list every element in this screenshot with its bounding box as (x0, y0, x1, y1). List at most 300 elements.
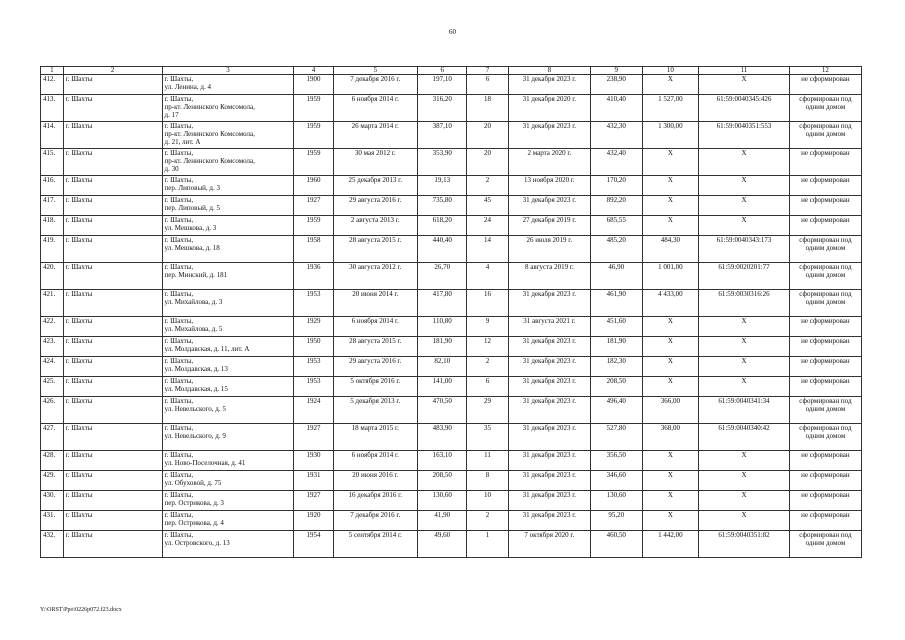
cadastral-number-cell: 61:59:0030316:26 (699, 290, 790, 317)
area-cell: 208,50 (418, 471, 467, 491)
col9-cell: 181,90 (591, 337, 643, 357)
count-cell: 29 (467, 397, 508, 424)
row-number: 417. (41, 196, 64, 216)
year-cell: 1960 (294, 176, 333, 196)
cadastral-number-cell: 61:59:0040345:426 (699, 95, 790, 122)
deadline-date-cell: 31 декабря 2023 г. (508, 290, 590, 317)
city-cell: г. Шахты (63, 122, 162, 149)
row-number: 418. (41, 216, 64, 236)
count-cell: 20 (467, 149, 508, 176)
col9-cell: 238,90 (591, 75, 643, 95)
year-cell: 1953 (294, 357, 333, 377)
address-cell (162, 216, 294, 236)
cadastral-number-cell: Х (699, 149, 790, 176)
row-number: 422. (41, 317, 64, 337)
address-line: пер. Острикова, д. 4 (164, 519, 224, 527)
deadline-date-cell: 31 августа 2021 г. (508, 317, 590, 337)
table-row (41, 176, 862, 196)
survey-date-cell: 7 декабря 2016 г. (333, 511, 417, 531)
count-cell: 18 (467, 95, 508, 122)
col9-cell: 95,20 (591, 511, 643, 531)
area-cell: 353,90 (418, 149, 467, 176)
cadastral-number-cell: 61:59:0040343:173 (699, 236, 790, 263)
area-cell: 141,00 (418, 377, 467, 397)
survey-date-cell: 30 мая 2012 г. (333, 149, 417, 176)
cadastral-number-cell: Х (699, 377, 790, 397)
table-row (41, 216, 862, 236)
survey-date-cell: 5 декабря 2013 г. (333, 397, 417, 424)
land-area-cell: 4 433,00 (642, 290, 699, 317)
survey-date-cell: 6 ноября 2014 г. (333, 95, 417, 122)
address-cell (162, 424, 294, 451)
cadastral-number-cell: Х (699, 216, 790, 236)
survey-date-cell: 6 ноября 2014 г. (333, 451, 417, 471)
address-cell (162, 531, 294, 558)
page-number: 60 (449, 28, 456, 36)
year-cell: 1927 (294, 196, 333, 216)
area-cell: 735,80 (418, 196, 467, 216)
column-header: 3 (162, 67, 294, 75)
land-area-cell: Х (642, 451, 699, 471)
deadline-date-cell: 31 декабря 2023 г. (508, 511, 590, 531)
land-area-cell: Х (642, 377, 699, 397)
col9-cell: 356,50 (591, 451, 643, 471)
table-row (41, 95, 862, 122)
area-cell: 483,90 (418, 424, 467, 451)
area-cell: 417,80 (418, 290, 467, 317)
land-status-cell: не сформирован (789, 216, 861, 236)
land-status-cell: не сформирован (789, 491, 861, 511)
col9-cell: 432,40 (591, 149, 643, 176)
year-cell: 1936 (294, 263, 333, 290)
year-cell: 1920 (294, 511, 333, 531)
city-cell: г. Шахты (63, 75, 162, 95)
row-number: 415. (41, 149, 64, 176)
count-cell: 11 (467, 451, 508, 471)
survey-date-cell: 20 июня 2016 г. (333, 471, 417, 491)
city-cell: г. Шахты (63, 290, 162, 317)
col9-cell: 485,20 (591, 236, 643, 263)
count-cell: 12 (467, 337, 508, 357)
table-row (41, 451, 862, 471)
city-cell: г. Шахты (63, 317, 162, 337)
year-cell: 1959 (294, 95, 333, 122)
cadastral-number-cell: Х (699, 317, 790, 337)
table-row (41, 377, 862, 397)
address-cell (162, 122, 294, 149)
year-cell: 1958 (294, 236, 333, 263)
land-status-cell: сформирован под одним домом (789, 424, 861, 451)
year-cell: 1959 (294, 216, 333, 236)
table-row (41, 424, 862, 451)
survey-date-cell: 16 декабря 2016 г. (333, 491, 417, 511)
address-line: д. 21, лит. А (164, 138, 201, 146)
survey-date-cell: 30 августа 2012 г. (333, 263, 417, 290)
deadline-date-cell: 2 марта 2020 г. (508, 149, 590, 176)
address-line: пр-кт. Ленинского Комсомола, (164, 157, 255, 165)
address-line: г. Шахты, (164, 471, 194, 479)
table-row (41, 397, 862, 424)
land-status-cell: не сформирован (789, 357, 861, 377)
address-line: г. Шахты, (164, 290, 194, 298)
cadastral-number-cell: Х (699, 196, 790, 216)
area-cell: 316,20 (418, 95, 467, 122)
year-cell: 1924 (294, 397, 333, 424)
address-line: пер. Липовый, д. 5 (164, 204, 220, 212)
column-header: 2 (63, 67, 162, 75)
city-cell: г. Шахты (63, 377, 162, 397)
row-number: 421. (41, 290, 64, 317)
row-number: 420. (41, 263, 64, 290)
survey-date-cell: 7 декабря 2016 г. (333, 75, 417, 95)
land-status-cell: сформирован под одним домом (789, 236, 861, 263)
count-cell: 9 (467, 317, 508, 337)
address-cell (162, 236, 294, 263)
count-cell: 35 (467, 424, 508, 451)
land-area-cell: 484,30 (642, 236, 699, 263)
land-area-cell: Х (642, 511, 699, 531)
count-cell: 16 (467, 290, 508, 317)
land-area-cell: Х (642, 75, 699, 95)
survey-date-cell: 5 октября 2016 г. (333, 377, 417, 397)
land-status-cell: сформирован под одним домом (789, 397, 861, 424)
address-line: пер. Липовый, д. 3 (164, 184, 220, 192)
city-cell: г. Шахты (63, 337, 162, 357)
year-cell: 1959 (294, 122, 333, 149)
address-line: г. Шахты, (164, 357, 194, 365)
col9-cell: 461,90 (591, 290, 643, 317)
row-number: 414. (41, 122, 64, 149)
row-number: 423. (41, 337, 64, 357)
address-cell (162, 397, 294, 424)
survey-date-cell: 28 августа 2015 г. (333, 236, 417, 263)
col9-cell: 527,80 (591, 424, 643, 451)
address-cell (162, 377, 294, 397)
address-line: г. Шахты, (164, 451, 194, 459)
deadline-date-cell: 31 декабря 2023 г. (508, 491, 590, 511)
address-cell (162, 511, 294, 531)
address-line: г. Шахты, (164, 176, 194, 184)
year-cell: 1954 (294, 531, 333, 558)
column-header: 9 (591, 67, 643, 75)
col9-cell: 451,60 (591, 317, 643, 337)
cadastral-number-cell: 61:59:0040351:553 (699, 122, 790, 149)
area-cell: 19,13 (418, 176, 467, 196)
survey-date-cell: 28 августа 2015 г. (333, 337, 417, 357)
address-line: пр-кт. Ленинского Комсомола, (164, 103, 255, 111)
table-row (41, 236, 862, 263)
col9-cell: 130,60 (591, 491, 643, 511)
deadline-date-cell: 31 декабря 2023 г. (508, 337, 590, 357)
city-cell: г. Шахты (63, 491, 162, 511)
count-cell: 4 (467, 263, 508, 290)
area-cell: 470,50 (418, 397, 467, 424)
col9-cell: 892,20 (591, 196, 643, 216)
column-header: 7 (467, 67, 508, 75)
address-line: г. Шахты, (164, 149, 194, 157)
city-cell: г. Шахты (63, 95, 162, 122)
table-row (41, 511, 862, 531)
address-line: д. 30 (164, 165, 179, 173)
land-status-cell: не сформирован (789, 337, 861, 357)
deadline-date-cell: 8 августа 2019 г. (508, 263, 590, 290)
land-status-cell: не сформирован (789, 75, 861, 95)
table-row (41, 491, 862, 511)
land-area-cell: 1 442,00 (642, 531, 699, 558)
deadline-date-cell: 31 декабря 2023 г. (508, 357, 590, 377)
year-cell: 1927 (294, 491, 333, 511)
address-cell (162, 149, 294, 176)
column-header: 4 (294, 67, 333, 75)
land-area-cell: 366,00 (642, 397, 699, 424)
deadline-date-cell: 31 декабря 2020 г. (508, 95, 590, 122)
address-cell (162, 263, 294, 290)
row-number: 428. (41, 451, 64, 471)
col9-cell: 170,20 (591, 176, 643, 196)
year-cell: 1959 (294, 149, 333, 176)
land-status-cell: не сформирован (789, 511, 861, 531)
area-cell: 197,10 (418, 75, 467, 95)
col9-cell: 432,30 (591, 122, 643, 149)
address-line: ул. Михайлова, д. 3 (164, 298, 223, 306)
area-cell: 181,90 (418, 337, 467, 357)
table-row (41, 149, 862, 176)
address-line: г. Шахты, (164, 397, 194, 405)
address-line: г. Шахты, (164, 122, 194, 130)
col9-cell: 496,40 (591, 397, 643, 424)
cadastral-number-cell: Х (699, 451, 790, 471)
address-line: ул. Михайлова, д. 5 (164, 325, 223, 333)
survey-date-cell: 25 декабря 2013 г. (333, 176, 417, 196)
address-line: ул. Невельского, д. 9 (164, 432, 226, 440)
address-line: ул. Мешкова, д. 18 (164, 244, 220, 252)
deadline-date-cell: 7 октября 2020 г. (508, 531, 590, 558)
area-cell: 110,80 (418, 317, 467, 337)
city-cell: г. Шахты (63, 196, 162, 216)
deadline-date-cell: 31 декабря 2023 г. (508, 397, 590, 424)
address-line: ул. Молдавская, д. 11, лит. А (164, 345, 250, 353)
col9-cell: 208,50 (591, 377, 643, 397)
table-row (41, 357, 862, 377)
address-line: г. Шахты, (164, 337, 194, 345)
year-cell: 1930 (294, 451, 333, 471)
land-area-cell: 1 001,00 (642, 263, 699, 290)
land-status-cell: сформирован под одним домом (789, 290, 861, 317)
cadastral-number-cell: Х (699, 511, 790, 531)
count-cell: 2 (467, 511, 508, 531)
table-row (41, 196, 862, 216)
address-line: ул. Мешкова, д. 3 (164, 224, 217, 232)
address-cell (162, 451, 294, 471)
column-header: 5 (333, 67, 417, 75)
address-cell (162, 471, 294, 491)
address-line: г. Шахты, (164, 377, 194, 385)
count-cell: 1 (467, 531, 508, 558)
address-line: г. Шахты, (164, 196, 194, 204)
cadastral-number-cell: 61:59:0040340:42 (699, 424, 790, 451)
city-cell: г. Шахты (63, 471, 162, 491)
table-row (41, 263, 862, 290)
address-line: г. Шахты, (164, 236, 194, 244)
table-body (41, 75, 862, 558)
year-cell: 1900 (294, 75, 333, 95)
city-cell: г. Шахты (63, 451, 162, 471)
row-number: 432. (41, 531, 64, 558)
year-cell: 1953 (294, 290, 333, 317)
address-cell (162, 337, 294, 357)
land-status-cell: не сформирован (789, 317, 861, 337)
address-line: ул. Ново-Поселочная, д. 41 (164, 459, 246, 467)
city-cell: г. Шахты (63, 511, 162, 531)
survey-date-cell: 5 сентября 2014 г. (333, 531, 417, 558)
city-cell: г. Шахты (63, 397, 162, 424)
area-cell: 440,40 (418, 236, 467, 263)
row-number: 431. (41, 511, 64, 531)
file-path-footer: Y:\ORST\Ppo\0226p072.f23.docx (40, 607, 122, 613)
address-cell (162, 290, 294, 317)
count-cell: 20 (467, 122, 508, 149)
address-line: г. Шахты, (164, 263, 194, 271)
col9-cell: 346,60 (591, 471, 643, 491)
survey-date-cell: 6 ноября 2014 г. (333, 317, 417, 337)
address-cell (162, 95, 294, 122)
deadline-date-cell: 31 декабря 2023 г. (508, 424, 590, 451)
land-area-cell: Х (642, 471, 699, 491)
land-status-cell: не сформирован (789, 471, 861, 491)
table-row (41, 122, 862, 149)
address-line: г. Шахты, (164, 424, 194, 432)
deadline-date-cell: 31 декабря 2023 г. (508, 451, 590, 471)
address-line: г. Шахты, (164, 95, 194, 103)
land-area-cell: Х (642, 149, 699, 176)
deadline-date-cell: 31 декабря 2023 г. (508, 75, 590, 95)
deadline-date-cell: 27 декабря 2019 г. (508, 216, 590, 236)
address-line: г. Шахты, (164, 491, 194, 499)
city-cell: г. Шахты (63, 236, 162, 263)
land-area-cell: Х (642, 196, 699, 216)
column-header: 1 (41, 67, 64, 75)
year-cell: 1931 (294, 471, 333, 491)
land-area-cell: Х (642, 216, 699, 236)
cadastral-number-cell: Х (699, 491, 790, 511)
housing-table (40, 66, 862, 558)
column-header: 12 (789, 67, 861, 75)
year-cell: 1929 (294, 317, 333, 337)
cadastral-number-cell: 61:59:0040351:82 (699, 531, 790, 558)
count-cell: 45 (467, 196, 508, 216)
column-header: 8 (508, 67, 590, 75)
land-status-cell: сформирован под одним домом (789, 263, 861, 290)
header-row (41, 67, 862, 75)
address-line: ул. Островского, д. 13 (164, 539, 230, 547)
address-line: пер. Минский, д. 181 (164, 271, 228, 279)
row-number: 413. (41, 95, 64, 122)
cadastral-number-cell: Х (699, 176, 790, 196)
row-number: 426. (41, 397, 64, 424)
land-status-cell: не сформирован (789, 176, 861, 196)
address-cell (162, 491, 294, 511)
address-cell (162, 196, 294, 216)
address-line: ул. Молдавская, д. 13 (164, 365, 228, 373)
address-cell (162, 357, 294, 377)
cadastral-number-cell: Х (699, 357, 790, 377)
row-number: 424. (41, 357, 64, 377)
year-cell: 1953 (294, 377, 333, 397)
area-cell: 387,10 (418, 122, 467, 149)
address-line: г. Шахты, (164, 216, 194, 224)
cadastral-number-cell: Х (699, 471, 790, 491)
land-status-cell: не сформирован (789, 196, 861, 216)
city-cell: г. Шахты (63, 357, 162, 377)
row-number: 429. (41, 471, 64, 491)
city-cell: г. Шахты (63, 216, 162, 236)
address-line: г. Шахты, (164, 511, 194, 519)
row-number: 425. (41, 377, 64, 397)
survey-date-cell: 26 марта 2014 г. (333, 122, 417, 149)
area-cell: 41,90 (418, 511, 467, 531)
row-number: 427. (41, 424, 64, 451)
land-area-cell: Х (642, 357, 699, 377)
area-cell: 26,70 (418, 263, 467, 290)
col9-cell: 410,40 (591, 95, 643, 122)
count-cell: 14 (467, 236, 508, 263)
area-cell: 82,10 (418, 357, 467, 377)
survey-date-cell: 29 августа 2016 г. (333, 357, 417, 377)
land-area-cell: 368,00 (642, 424, 699, 451)
column-header: 11 (699, 67, 790, 75)
address-line: г. Шахты, (164, 317, 194, 325)
address-line: пр-кт. Ленинского Комсомола, (164, 130, 255, 138)
col9-cell: 182,30 (591, 357, 643, 377)
city-cell: г. Шахты (63, 263, 162, 290)
count-cell: 10 (467, 491, 508, 511)
address-line: г. Шахты, (164, 531, 194, 539)
area-cell: 163,10 (418, 451, 467, 471)
address-line: ул. Невельского, д. 5 (164, 405, 226, 413)
count-cell: 2 (467, 176, 508, 196)
area-cell: 49,60 (418, 531, 467, 558)
address-line: ул. Ленина, д. 4 (164, 83, 211, 91)
address-line: д. 17 (164, 111, 179, 119)
address-cell (162, 75, 294, 95)
address-line: ул. Обуховой, д. 75 (164, 479, 222, 487)
land-status-cell: сформирован под одним домом (789, 531, 861, 558)
deadline-date-cell: 31 декабря 2023 г. (508, 471, 590, 491)
col9-cell: 46,90 (591, 263, 643, 290)
address-cell (162, 317, 294, 337)
cadastral-number-cell: 61:59:0040341:34 (699, 397, 790, 424)
count-cell: 6 (467, 377, 508, 397)
city-cell: г. Шахты (63, 176, 162, 196)
address-line: ул. Молдавская, д. 15 (164, 385, 228, 393)
survey-date-cell: 29 августа 2016 г. (333, 196, 417, 216)
land-status-cell: сформирован под одним домом (789, 122, 861, 149)
table-row (41, 290, 862, 317)
row-number: 412. (41, 75, 64, 95)
deadline-date-cell: 31 декабря 2023 г. (508, 377, 590, 397)
row-number: 416. (41, 176, 64, 196)
land-area-cell: Х (642, 491, 699, 511)
deadline-date-cell: 31 декабря 2023 г. (508, 122, 590, 149)
land-area-cell: Х (642, 176, 699, 196)
cadastral-number-cell: Х (699, 75, 790, 95)
cadastral-number-cell: 61:59:0020201:77 (699, 263, 790, 290)
address-line: пер. Острикова, д. 3 (164, 499, 224, 507)
table-row (41, 337, 862, 357)
year-cell: 1950 (294, 337, 333, 357)
land-status-cell: не сформирован (789, 149, 861, 176)
land-area-cell: Х (642, 337, 699, 357)
